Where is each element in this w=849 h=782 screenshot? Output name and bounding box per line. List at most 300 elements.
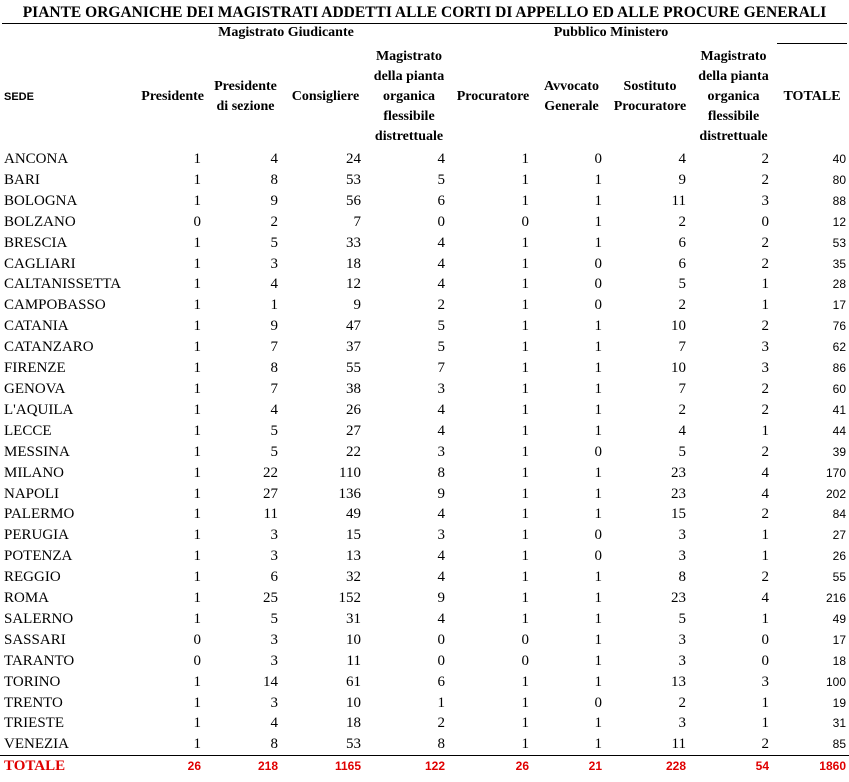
cell-totale: 41 <box>832 402 846 417</box>
cell-avvocato-generale: 1 <box>594 485 602 502</box>
cell-sostituto-procuratore: 23 <box>671 464 686 481</box>
cell-sostituto-procuratore: 3 <box>678 548 686 565</box>
cell-totale: 19 <box>832 695 846 710</box>
cell-sede: TARANTO <box>4 652 75 669</box>
cell-sostituto-procuratore: 8 <box>678 569 686 586</box>
cell-avvocato-generale: 1 <box>594 360 602 377</box>
table-title: PIANTE ORGANICHE DEI MAGISTRATI ADDETTI ALLE CORTI DI APPELLO ED ALLE PROCURE GENERALI <box>22 4 827 21</box>
cell-procuratore: 0 <box>521 213 529 230</box>
cell-magistrato-pianta-pm: 3 <box>761 339 769 356</box>
cell-sostituto-procuratore: 6 <box>678 255 686 272</box>
cell-magistrato-pianta-pm: 0 <box>761 652 769 669</box>
cell-sede: MILANO <box>4 464 64 481</box>
cell-procuratore: 1 <box>521 443 529 460</box>
cell-magistrato-pianta-giudicante: 1 <box>437 694 445 711</box>
cell-sostituto-procuratore: 3 <box>678 652 686 669</box>
cell-magistrato-pianta-giudicante: 9 <box>437 485 445 502</box>
table-row <box>0 734 849 755</box>
cell-magistrato-pianta-giudicante: 4 <box>437 422 445 439</box>
cell-presidente-di-sezione: 9 <box>270 318 278 335</box>
cell-sostituto-procuratore: 6 <box>678 234 686 251</box>
cell-presidente: 1 <box>193 715 201 732</box>
cell-presidente-di-sezione: 8 <box>270 171 278 188</box>
col-header-magistrato-pianta-giudicante <box>367 44 451 149</box>
cell-totale: 28 <box>832 277 846 292</box>
cell-procuratore: 1 <box>521 548 529 565</box>
table-row <box>0 525 849 546</box>
cell-totale: 18 <box>832 653 846 668</box>
cell-totale: 44 <box>832 423 846 438</box>
table-row <box>0 630 849 651</box>
cell-avvocato-generale: 1 <box>594 380 602 397</box>
header-row <box>0 44 849 149</box>
cell-presidente: 0 <box>193 652 201 669</box>
cell-consigliere: 56 <box>346 192 361 209</box>
cell-avvocato-generale: 0 <box>594 255 602 272</box>
cell-avvocato-generale: 0 <box>594 151 602 167</box>
cell-sostituto-procuratore: 5 <box>678 610 686 627</box>
col-header-presidente: Presidente <box>141 88 204 104</box>
cell-sede: CAMPOBASSO <box>4 297 106 314</box>
cell-avvocato-generale: 1 <box>594 339 602 356</box>
cell-procuratore: 1 <box>521 192 529 209</box>
table-row <box>0 170 849 191</box>
cell-avvocato-generale: 1 <box>594 171 602 188</box>
cell-totale: 12 <box>832 214 846 229</box>
cell-totale: 84 <box>832 507 846 522</box>
cell-magistrato-pianta-giudicante: 0 <box>437 631 445 648</box>
cell-consigliere: 136 <box>338 485 361 502</box>
cell-procuratore: 1 <box>521 234 529 251</box>
cell-magistrato-pianta-pm: 1 <box>761 297 769 314</box>
cell-procuratore: 1 <box>521 506 529 523</box>
cell-presidente: 1 <box>193 255 201 272</box>
cell-sostituto-procuratore: 9 <box>678 171 686 188</box>
cell-presidente: 1 <box>193 673 201 690</box>
col-header-line: di sezione <box>216 98 275 114</box>
cell-procuratore: 26 <box>451 756 535 777</box>
cell-sede: REGGIO <box>4 569 61 586</box>
cell-procuratore: 1 <box>521 590 529 607</box>
col-header-procuratore: Procuratore <box>456 88 530 104</box>
cell-magistrato-pianta-giudicante: 4 <box>437 610 445 627</box>
table-row <box>0 316 849 337</box>
cell-presidente-di-sezione: 5 <box>270 443 278 460</box>
cell-consigliere: 37 <box>346 339 361 356</box>
col-header-avvocato-generale <box>535 44 608 149</box>
cell-consigliere: 13 <box>346 548 361 565</box>
cell-avvocato-generale: 1 <box>594 610 602 627</box>
cell-presidente: 1 <box>193 171 201 188</box>
cell-presidente-di-sezione: 6 <box>270 569 278 586</box>
col-header-line: organica <box>382 88 436 104</box>
cell-presidente: 1 <box>193 464 201 481</box>
cell-sostituto-procuratore: 13 <box>671 673 686 690</box>
cell-magistrato-pianta-pm: 1 <box>761 422 769 439</box>
cell-magistrato-pianta-giudicante: 2 <box>437 297 445 314</box>
cell-magistrato-pianta-giudicante: 5 <box>437 318 445 335</box>
cell-sostituto-procuratore: 2 <box>678 694 686 711</box>
cell-procuratore: 1 <box>521 255 529 272</box>
cell-sede: ROMA <box>4 590 50 607</box>
cell-procuratore: 1 <box>521 715 529 732</box>
cell-consigliere: 33 <box>346 234 361 251</box>
cell-avvocato-generale: 1 <box>594 673 602 690</box>
cell-sede: PERUGIA <box>4 527 70 544</box>
cell-magistrato-pianta-giudicante: 8 <box>437 464 445 481</box>
cell-presidente-di-sezione: 3 <box>270 694 278 711</box>
cell-consigliere: 38 <box>346 380 361 397</box>
cell-avvocato-generale: 1 <box>594 715 602 732</box>
cell-sostituto-procuratore: 4 <box>678 151 686 167</box>
cell-totale: 88 <box>832 193 846 208</box>
cell-magistrato-pianta-pm: 4 <box>761 590 769 607</box>
table-row <box>0 337 849 358</box>
group-header-pubblico-ministero: Pubblico Ministero <box>553 25 669 40</box>
cell-magistrato-pianta-giudicante: 6 <box>437 673 445 690</box>
cell-presidente: 1 <box>193 401 201 418</box>
cell-magistrato-pianta-pm: 3 <box>761 192 769 209</box>
cell-sede: NAPOLI <box>4 485 59 502</box>
cell-magistrato-pianta-pm: 2 <box>761 401 769 418</box>
cell-totale: 86 <box>832 361 846 376</box>
cell-sostituto-procuratore: 23 <box>671 485 686 502</box>
cell-totale: 35 <box>832 256 846 271</box>
cell-magistrato-pianta-giudicante: 4 <box>437 548 445 565</box>
cell-sede: CATANIA <box>4 318 69 335</box>
cell-totale: 17 <box>832 632 846 647</box>
cell-sede: GENOVA <box>4 380 66 397</box>
cell-procuratore: 1 <box>521 464 529 481</box>
cell-presidente: 26 <box>132 756 207 777</box>
cell-procuratore: 1 <box>521 422 529 439</box>
table-row <box>0 609 849 630</box>
cell-sede: CATANZARO <box>4 339 94 356</box>
cell-presidente-di-sezione: 1 <box>270 297 278 314</box>
cell-sostituto-procuratore: 7 <box>678 380 686 397</box>
cell-sostituto-procuratore: 5 <box>678 276 686 293</box>
cell-sostituto-procuratore: 3 <box>678 631 686 648</box>
cell-magistrato-pianta-giudicante: 4 <box>437 401 445 418</box>
cell-presidente: 1 <box>193 590 201 607</box>
cell-totale: 85 <box>832 737 846 752</box>
cell-consigliere: 24 <box>346 151 361 167</box>
cell-magistrato-pianta-pm: 4 <box>761 485 769 502</box>
cell-consigliere: 26 <box>346 401 361 418</box>
cell-magistrato-pianta-giudicante: 4 <box>437 151 445 167</box>
cell-presidente-di-sezione: 3 <box>270 255 278 272</box>
table-body <box>0 149 849 777</box>
cell-magistrato-pianta-pm: 2 <box>761 506 769 523</box>
cell-magistrato-pianta-giudicante: 7 <box>437 360 445 377</box>
cell-presidente: 1 <box>193 192 201 209</box>
cell-consigliere: 32 <box>346 569 361 586</box>
cell-magistrato-pianta-pm: 1 <box>761 715 769 732</box>
cell-presidente: 1 <box>193 297 201 314</box>
cell-totale: 55 <box>832 570 846 585</box>
col-header-line: Generale <box>544 98 599 114</box>
cell-presidente-di-sezione: 2 <box>270 213 278 230</box>
cell-avvocato-generale: 0 <box>594 527 602 544</box>
cell-procuratore: 1 <box>521 736 529 753</box>
col-header-line: Avvocato <box>544 78 599 94</box>
col-header-line: Presidente <box>214 78 277 94</box>
cell-magistrato-pianta-pm: 2 <box>761 318 769 335</box>
cell-magistrato-pianta-giudicante: 0 <box>437 652 445 669</box>
table-row <box>0 295 849 316</box>
cell-procuratore: 1 <box>521 527 529 544</box>
table-row <box>0 442 849 463</box>
cell-procuratore: 1 <box>521 276 529 293</box>
cell-avvocato-generale: 1 <box>594 569 602 586</box>
cell-totale: 80 <box>832 172 846 187</box>
cell-avvocato-generale: 1 <box>594 652 602 669</box>
cell-magistrato-pianta-giudicante: 6 <box>437 192 445 209</box>
cell-sede: MESSINA <box>4 443 70 460</box>
table-row <box>0 713 849 734</box>
cell-procuratore: 1 <box>521 297 529 314</box>
cell-consigliere: 11 <box>346 652 361 669</box>
cell-procuratore: 0 <box>521 631 529 648</box>
cell-presidente-di-sezione: 14 <box>263 673 278 690</box>
cell-presidente-di-sezione: 25 <box>263 590 278 607</box>
cell-presidente-di-sezione: 8 <box>270 360 278 377</box>
cell-magistrato-pianta-giudicante: 3 <box>437 380 445 397</box>
cell-consigliere: 31 <box>346 610 361 627</box>
cell-avvocato-generale: 1 <box>594 318 602 335</box>
col-header-line: Magistrato <box>700 48 767 64</box>
cell-magistrato-pianta-pm: 2 <box>761 151 769 167</box>
table-row <box>0 212 849 233</box>
cell-presidente-di-sezione: 7 <box>270 380 278 397</box>
cell-consigliere: 110 <box>339 464 361 481</box>
table-row <box>0 588 849 609</box>
cell-magistrato-pianta-pm: 1 <box>761 276 769 293</box>
cell-magistrato-pianta-giudicante: 4 <box>437 506 445 523</box>
cell-avvocato-generale: 1 <box>594 192 602 209</box>
cell-magistrato-pianta-pm: 1 <box>761 610 769 627</box>
cell-sede: BRESCIA <box>4 234 68 251</box>
cell-magistrato-pianta-pm: 2 <box>761 569 769 586</box>
cell-magistrato-pianta-giudicante: 9 <box>437 590 445 607</box>
cell-avvocato-generale: 21 <box>535 756 608 777</box>
col-header-totale: TOTALE <box>783 88 841 104</box>
cell-consigliere: 15 <box>346 527 361 544</box>
cell-consigliere: 10 <box>346 631 361 648</box>
totals-row <box>0 756 849 777</box>
cell-avvocato-generale: 1 <box>594 506 602 523</box>
cell-magistrato-pianta-giudicante: 0 <box>437 213 445 230</box>
cell-avvocato-generale: 1 <box>594 422 602 439</box>
cell-avvocato-generale: 1 <box>594 631 602 648</box>
cell-sede: ANCONA <box>4 151 69 167</box>
cell-sede: VENEZIA <box>4 736 69 753</box>
cell-consigliere: 22 <box>346 443 361 460</box>
cell-sostituto-procuratore: 2 <box>678 297 686 314</box>
cell-magistrato-pianta-pm: 3 <box>761 360 769 377</box>
cell-totale: 202 <box>825 486 846 501</box>
cell-presidente-di-sezione: 7 <box>270 339 278 356</box>
cell-consigliere: 1165 <box>284 756 367 777</box>
cell-presidente: 1 <box>193 422 201 439</box>
cell-sede: FIRENZE <box>4 360 66 377</box>
cell-avvocato-generale: 0 <box>594 276 602 293</box>
cell-magistrato-pianta-pm: 2 <box>761 736 769 753</box>
cell-presidente: 1 <box>193 548 201 565</box>
cell-totale: 1860 <box>775 756 849 777</box>
cell-presidente-di-sezione: 9 <box>270 192 278 209</box>
cell-magistrato-pianta-giudicante: 5 <box>437 339 445 356</box>
cell-procuratore: 1 <box>521 694 529 711</box>
cell-procuratore: 1 <box>521 339 529 356</box>
cell-magistrato-pianta-pm: 3 <box>761 673 769 690</box>
cell-procuratore: 1 <box>521 673 529 690</box>
cell-sostituto-procuratore: 11 <box>671 736 686 753</box>
cell-sede: L'AQUILA <box>4 401 74 418</box>
cell-presidente: 1 <box>193 527 201 544</box>
cell-magistrato-pianta-pm: 1 <box>761 548 769 565</box>
cell-sostituto-procuratore: 23 <box>671 590 686 607</box>
cell-avvocato-generale: 1 <box>594 590 602 607</box>
cell-totale: 170 <box>825 465 846 480</box>
table-row <box>0 651 849 672</box>
cell-presidente: 1 <box>193 339 201 356</box>
cell-sostituto-procuratore: 10 <box>671 318 686 335</box>
cell-sede: SASSARI <box>4 631 66 648</box>
cell-sede: BOLZANO <box>4 213 76 230</box>
col-header-line: Procuratore <box>613 98 687 114</box>
cell-consigliere: 27 <box>346 422 361 439</box>
cell-presidente-di-sezione: 3 <box>270 652 278 669</box>
table-row <box>0 504 849 525</box>
title-divider <box>2 23 847 24</box>
cell-presidente-di-sezione: 27 <box>263 485 278 502</box>
cell-magistrato-pianta-giudicante: 4 <box>437 255 445 272</box>
cell-totale: 39 <box>832 444 846 459</box>
cell-procuratore: 1 <box>521 380 529 397</box>
cell-avvocato-generale: 0 <box>594 297 602 314</box>
group-header-magistrato-giudicante: Magistrato Giudicante <box>218 25 354 40</box>
cell-consigliere: 18 <box>346 255 361 272</box>
cell-sede: SALERNO <box>4 610 74 627</box>
cell-presidente: 1 <box>193 506 201 523</box>
cell-magistrato-pianta-pm: 2 <box>761 234 769 251</box>
cell-sostituto-procuratore: 11 <box>671 192 686 209</box>
cell-procuratore: 1 <box>521 569 529 586</box>
col-header-line: Magistrato <box>375 48 443 64</box>
cell-procuratore: 1 <box>521 485 529 502</box>
cell-totale: 26 <box>832 549 846 564</box>
cell-presidente-di-sezione: 218 <box>207 756 284 777</box>
cell-consigliere: 53 <box>346 171 361 188</box>
cell-avvocato-generale: 1 <box>594 234 602 251</box>
cell-presidente: 0 <box>193 631 201 648</box>
cell-magistrato-pianta-pm: 1 <box>761 527 769 544</box>
table-row <box>0 191 849 212</box>
col-header-line: Sostituto <box>623 78 677 94</box>
cell-consigliere: 49 <box>346 506 361 523</box>
col-header-line: flessibile <box>383 108 435 124</box>
col-header-presidente-di-sezione <box>207 44 284 149</box>
cell-procuratore: 1 <box>521 151 529 167</box>
cell-sostituto-procuratore: 4 <box>678 422 686 439</box>
cell-presidente: 1 <box>193 151 201 167</box>
cell-sede: PALERMO <box>4 506 75 523</box>
cell-presidente-di-sezione: 3 <box>270 548 278 565</box>
cell-avvocato-generale: 1 <box>594 736 602 753</box>
cell-sede: BARI <box>4 171 40 188</box>
cell-presidente: 1 <box>193 360 201 377</box>
cell-consigliere: 152 <box>338 590 361 607</box>
cell-totale: 62 <box>832 340 846 355</box>
cell-avvocato-generale: 0 <box>594 443 602 460</box>
cell-totale: 27 <box>832 528 846 543</box>
table-row <box>0 358 849 379</box>
cell-presidente-di-sezione: 5 <box>270 610 278 627</box>
cell-sede: TORINO <box>4 673 61 690</box>
cell-totale: 53 <box>832 235 846 250</box>
cell-presidente: 1 <box>193 276 201 293</box>
cell-presidente-di-sezione: 5 <box>270 422 278 439</box>
cell-procuratore: 1 <box>521 610 529 627</box>
cell-presidente-di-sezione: 4 <box>270 401 278 418</box>
table-row <box>0 254 849 275</box>
cell-totale: 60 <box>832 381 846 396</box>
cell-totale: 76 <box>832 319 846 334</box>
cell-consigliere: 10 <box>346 694 361 711</box>
cell-avvocato-generale: 0 <box>594 694 602 711</box>
table-row <box>0 546 849 567</box>
cell-magistrato-pianta-pm: 54 <box>692 756 775 777</box>
cell-presidente: 1 <box>193 318 201 335</box>
cell-sostituto-procuratore: 228 <box>608 756 692 777</box>
cell-totale: 40 <box>832 152 846 166</box>
cell-totale: 216 <box>825 591 846 606</box>
cell-magistrato-pianta-giudicante: 2 <box>437 715 445 732</box>
table-row <box>0 463 849 484</box>
cell-procuratore: 1 <box>521 171 529 188</box>
table-row <box>0 567 849 588</box>
table-row <box>0 484 849 505</box>
cell-procuratore: 1 <box>521 401 529 418</box>
table-row <box>0 274 849 295</box>
cell-consigliere: 47 <box>346 318 361 335</box>
cell-presidente: 0 <box>193 213 201 230</box>
cell-presidente: 1 <box>193 380 201 397</box>
cell-sostituto-procuratore: 15 <box>671 506 686 523</box>
col-header-sede: SEDE <box>4 90 34 103</box>
cell-presidente: 1 <box>193 443 201 460</box>
cell-totale: 17 <box>832 298 846 313</box>
cell-presidente: 1 <box>193 736 201 753</box>
cell-sostituto-procuratore: 2 <box>678 213 686 230</box>
table-row <box>0 233 849 254</box>
cell-totale: 31 <box>832 716 846 731</box>
cell-procuratore: 0 <box>521 652 529 669</box>
cell-sede: CAGLIARI <box>4 255 76 272</box>
col-header-line: distrettuale <box>374 128 444 144</box>
cell-magistrato-pianta-pm: 2 <box>761 443 769 460</box>
cell-sostituto-procuratore: 3 <box>678 715 686 732</box>
cell-magistrato-pianta-giudicante: 122 <box>367 756 451 777</box>
cell-presidente: 1 <box>193 485 201 502</box>
col-header-line: organica <box>707 88 760 104</box>
cell-sede: TOTALE <box>0 756 132 777</box>
cell-magistrato-pianta-pm: 0 <box>761 631 769 648</box>
col-header-consigliere: Consigliere <box>291 88 360 104</box>
cell-consigliere: 7 <box>353 213 361 230</box>
table-row <box>0 400 849 421</box>
